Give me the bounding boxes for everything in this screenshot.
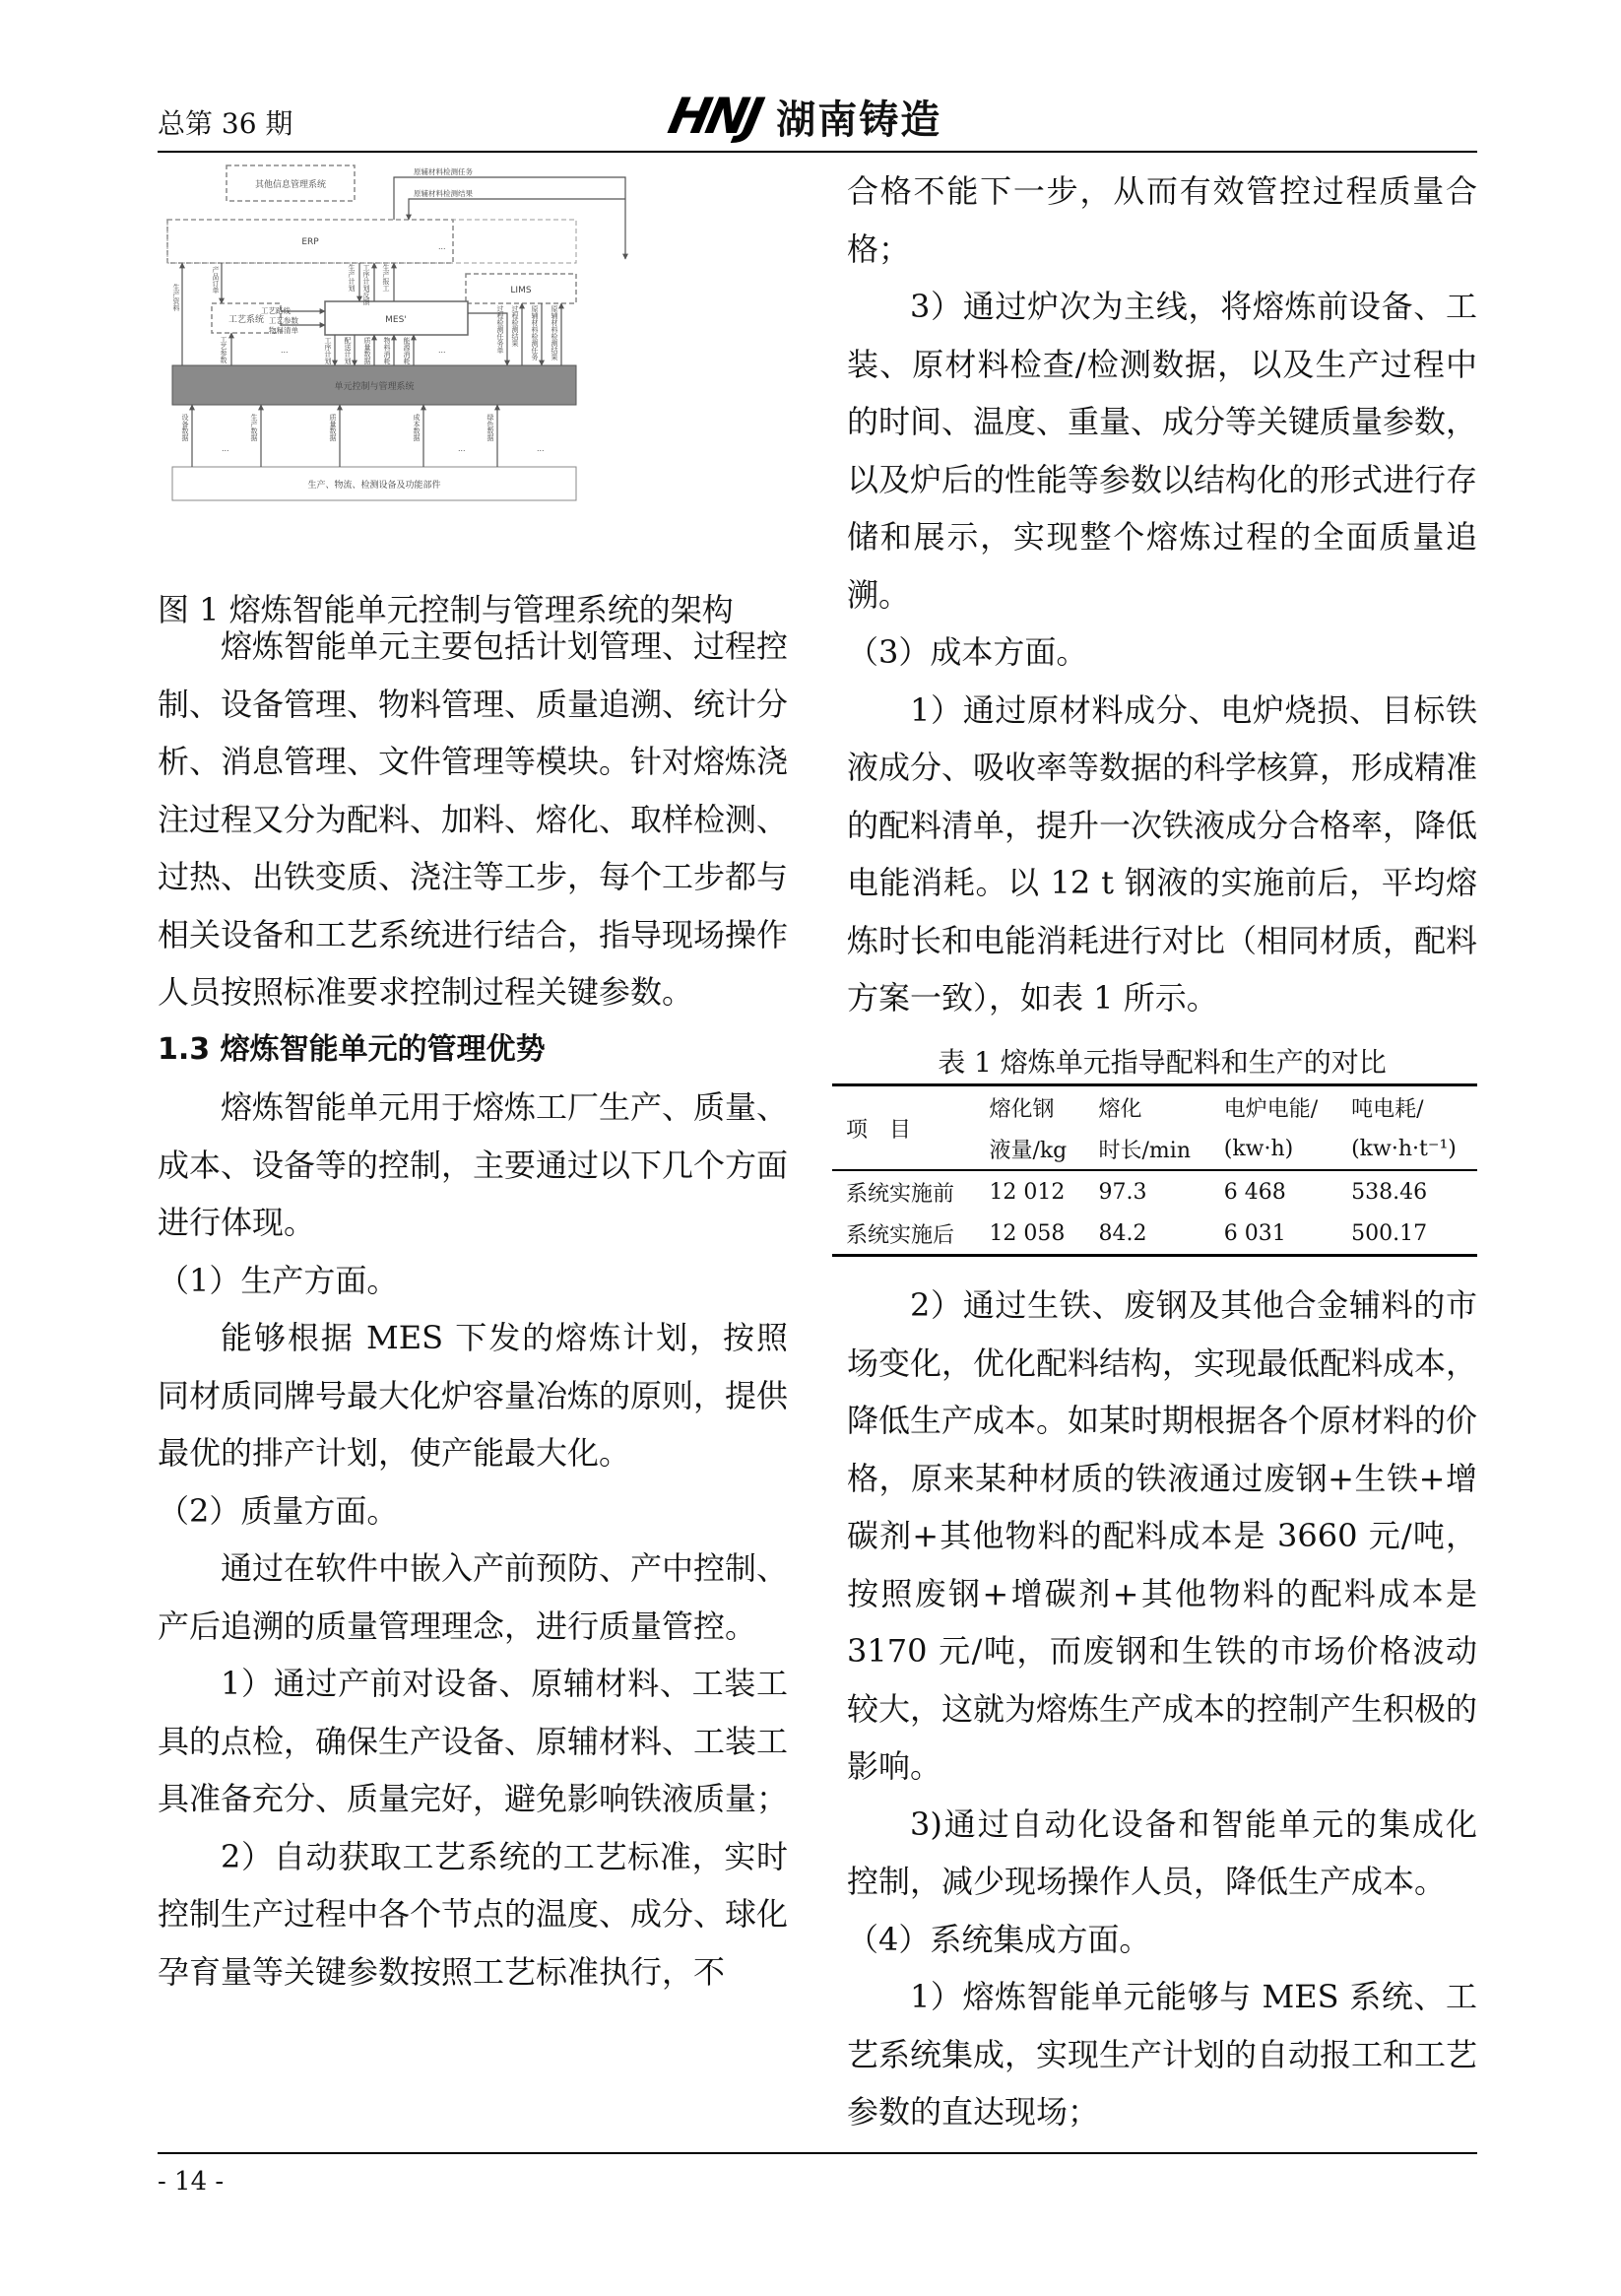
label-raw-task: 原辅材料检测任务 (414, 167, 473, 176)
table-cell: 12 012 (989, 1179, 1066, 1205)
label-route: 工艺路线 (261, 306, 291, 315)
right-paragraph-2: 3）通过炉次为主线，将熔炼前设备、工装、原材料检查/检测数据，以及生产过程中的时间、温度、重量、成分等关键质量参数，以及炉后的性能等参数以结构化的形式进行存储和展示，实现整个熔炼过程的全面质量追溯。 (847, 288, 1478, 614)
label-equip-data: 设备数据 (181, 414, 189, 441)
label-op-plan: 工序计划 (324, 337, 332, 364)
journal-logo (663, 88, 942, 145)
label-green-data: 绿色数据 (486, 414, 494, 441)
label-raw-result: 原辅材料检测结果 (414, 189, 473, 198)
label-batch-plan: 配送计划 (344, 337, 352, 364)
left-column (158, 618, 788, 2001)
label-prod-report: 生产报工 (382, 264, 390, 292)
table-header-unit: (kw·h) (1223, 1136, 1294, 1161)
label-ellipsis-6: … (537, 444, 545, 453)
right-paragraph-1: 合格不能下一步，从而有效管控过程质量合格； (847, 172, 1477, 268)
label-energy-consume: 能源消耗 (403, 337, 411, 364)
label-quality-data: 质量数据 (363, 337, 371, 364)
table-header-cell: 熔化 (1098, 1096, 1142, 1122)
table-header-item: 项 目 (846, 1117, 912, 1143)
table-header-cell: 熔化钢 (989, 1096, 1055, 1122)
erp-outer-box (167, 220, 576, 263)
architecture-diagram (162, 156, 773, 569)
node-other: 其他信息管理系统 (254, 180, 327, 190)
right-paragraph-4: 2）通过生铁、废钢及其他合金辅料的市场变化，优化配料结构，实现最低配料成本，降低生产成本。如某时期根据各个原材料的价格，原来某种材质的铁液通过废钢+生铁+增碳剂+其他物料的配料成本是 3660 元/吨，按照废钢+增碳剂+其他物料的配料成本是 3170 元/吨，而废钢和生铁的市场价格波动较大，这就为熔炼生产成本的控制产生积极的影响。 (847, 1286, 1478, 1785)
label-ellipsis-5: … (458, 444, 466, 453)
table-cell: 538.46 (1351, 1179, 1428, 1205)
table-caption: 表 1 熔炼单元指导配料和生产的对比 (938, 1046, 1387, 1079)
node-process-system: 工艺系统 (227, 315, 265, 325)
table-cell: 500.17 (1351, 1220, 1428, 1246)
footer-rule (158, 2152, 1477, 2154)
table-cell: 系统实施前 (846, 1181, 955, 1207)
table-cell: 6 468 (1223, 1179, 1286, 1205)
table-cell: 97.3 (1098, 1179, 1147, 1205)
issue-number: 总第 36 期 (158, 107, 293, 140)
page-number: - 14 - (158, 2167, 225, 2197)
sub-heading-integration: （4）系统集成方面。 (847, 1920, 1151, 1958)
label-cost-data: 成本数据 (413, 414, 421, 441)
left-paragraph-5: 1）通过产前对设备、原辅材料、工装工具的点检，确保生产设备、原辅材料、工装工具准备充分、质量完好，避免影响铁液质量； (158, 1665, 789, 1817)
table-header-unit: 时长/min (1098, 1138, 1191, 1163)
left-paragraph-3: 能够根据 MES 下发的熔炼计划，按照同材质同牌号最大化炉容量冶炼的原则，提供最优的排产计划，使产能最大化。 (158, 1319, 789, 1472)
table-row (832, 1213, 1477, 1256)
table-header-unit: 液量/kg (989, 1138, 1068, 1163)
table-header-cell: 电炉电能/ (1223, 1096, 1319, 1122)
label-proc-task: 过程检测任务单 (496, 305, 504, 354)
table-cell: 系统实施后 (846, 1222, 955, 1248)
node-lims: LIMS (510, 286, 532, 295)
label-ellipsis-1: … (438, 242, 446, 251)
node-mes: MES' (385, 315, 407, 325)
label-params: 工艺参数 (269, 316, 298, 325)
label-proc-result: 过程检测结果 (511, 305, 519, 347)
figure-caption: 图 1 熔炼智能单元控制与管理系统的架构 (158, 591, 734, 628)
label-raw-task-v: 原辅材料检测任务 (531, 305, 539, 361)
label-qual-data2: 质量数据 (329, 414, 337, 441)
sub-heading-production: （1）生产方面。 (158, 1261, 399, 1299)
label-ellipsis-3: … (438, 346, 446, 355)
label-proc-params: 工艺参数 (220, 336, 227, 363)
journal-name: 湖南铸造 (776, 97, 942, 143)
header-rule (158, 151, 1477, 153)
comparison-table (832, 1083, 1477, 1257)
label-plan-feedback: 工序计划反馈 (362, 264, 370, 305)
table-cell: 6 031 (1223, 1220, 1286, 1246)
right-paragraph-5: 3)通过自动化设备和智能单元的集成化控制，减少现场操作人员，降低生产成本。 (847, 1804, 1477, 1900)
label-prod-plan: 生产计划 (348, 264, 356, 292)
table-row (832, 1170, 1477, 1213)
logo-mark: HNJ (663, 88, 765, 145)
right-column-top (847, 163, 1477, 1027)
left-paragraph-1: 熔炼智能单元主要包括计划管理、过程控制、设备管理、物料管理、质量追溯、统计分析、消息管理、文件管理等模块。针对熔炼浇注过程又分为配料、加料、熔化、取样检测、过热、出铁变质、浇注等工步，每个工步都与相关设备和工艺系统进行结合，指导现场操作人员按照标准要求控制过程关键参数。 (158, 627, 789, 1011)
label-prod-resource: 生产资料 (172, 284, 180, 311)
left-paragraph-4: 通过在软件中嵌入产前预防、产中控制、产后追溯的质量管理理念，进行质量管控。 (158, 1549, 789, 1645)
table-cell: 12 058 (989, 1220, 1066, 1246)
right-column-bottom (847, 1277, 1477, 2141)
label-ellipsis-4: … (222, 444, 229, 453)
table-cell: 84.2 (1098, 1220, 1147, 1246)
sub-heading-quality: （2）质量方面。 (158, 1491, 399, 1530)
node-bottom: 生产、物流、检测设备及功能部件 (307, 481, 441, 491)
right-paragraph-3: 1）通过原材料成分、电炉烧损、目标铁液成分、吸收率等数据的科学核算，形成精准的配料清单，提升一次铁液成分合格率，降低电能消耗。以 12 t 钢液的实施前后，平均熔炼时长和电能消耗进行对比（相同材质，配料方案一致），如表 1 所示。 (847, 690, 1478, 1017)
sub-heading-cost: （3）成本方面。 (847, 633, 1088, 671)
label-ellipsis-2: … (281, 346, 289, 355)
label-raw-result-v: 原辅材料检测结果 (551, 305, 558, 361)
left-paragraph-6: 2）自动获取工艺系统的工艺标准，实时控制生产过程中各个节点的温度、成分、球化孕育量等关键参数按照工艺标准执行，不 (158, 1837, 789, 1991)
node-unit-control: 单元控制与管理系统 (334, 382, 415, 392)
label-prod-data: 生产数据 (250, 414, 258, 441)
table-header-row-1 (832, 1085, 1477, 1129)
table-header-unit: (kw·h·t⁻¹) (1351, 1136, 1457, 1161)
label-mat-consume: 物料消耗 (383, 337, 391, 364)
section-heading: 1.3 熔炼智能单元的管理优势 (158, 1031, 546, 1067)
table-header-cell: 吨电耗/ (1351, 1096, 1424, 1122)
edge-raw-result (409, 199, 625, 220)
left-paragraph-2: 熔炼智能单元用于熔炼工厂生产、质量、成本、设备等的控制，主要通过以下几个方面进行体现。 (158, 1088, 789, 1241)
node-erp: ERP (301, 237, 319, 247)
label-prod-order: 产品订单 (212, 266, 220, 294)
label-bom: 物料清单 (269, 326, 298, 335)
right-paragraph-6: 1）熔炼智能单元能够与 MES 系统、工艺系统集成，实现生产计划的自动报工和工艺参数的直达现场； (847, 1978, 1478, 2131)
